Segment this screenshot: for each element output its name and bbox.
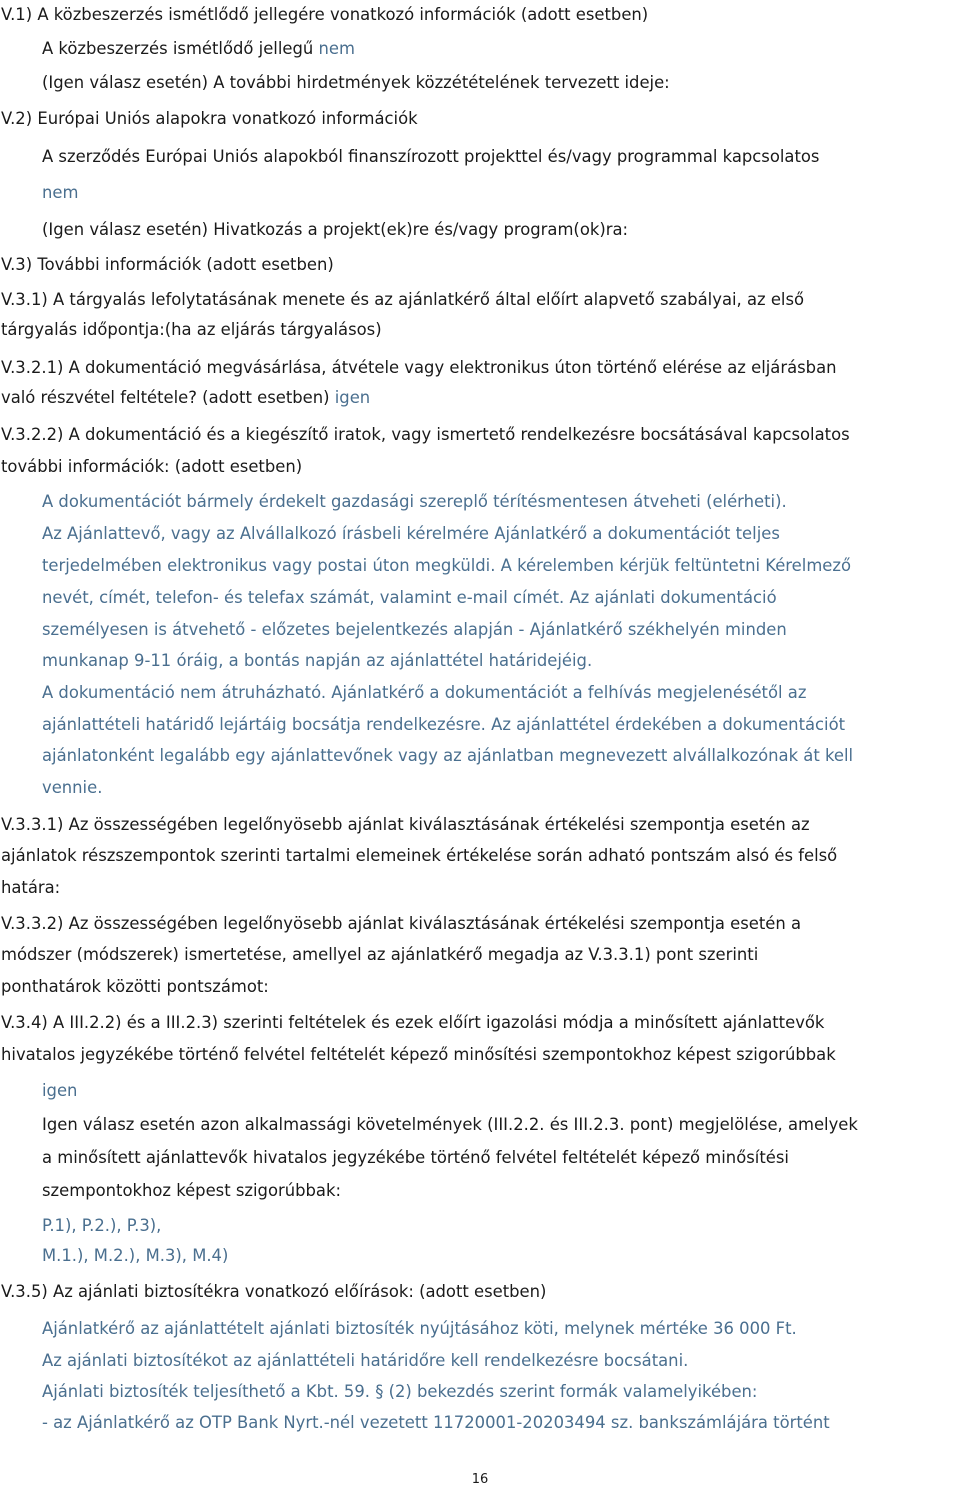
v3321-value: igen	[334, 388, 371, 407]
v3321-line-2	[1, 387, 370, 409]
v3332-line: ponthatárok közötti pontszámot:	[1, 977, 269, 996]
recurring-label: A közbeszerzés ismétlődő jellegű	[42, 39, 319, 58]
doc-info-line: ajánlatonként legalább egy ajánlattevőnek vagy az ajánlatban megnevezett alvállalkozónak át kell	[42, 746, 854, 765]
v3321-line-1: V.3.2.1) A dokumentáció megvásárlása, átvétele vagy elektronikus úton történő elérése az eljárásban	[1, 358, 837, 377]
section-v2-heading: V.2) Európai Uniós alapokra vonatkozó információk	[1, 109, 418, 128]
v335-line: Ajánlati biztosíték teljesíthető a Kbt. 59. § (2) bekezdés szerint formák valamelyikében:	[42, 1382, 758, 1401]
v334-detail-line: Igen válasz esetén azon alkalmassági követelmények (III.2.2. és III.2.3. pont) megjelölése, amelyek	[42, 1115, 858, 1134]
doc-info-line: terjedelmében elektronikus vagy postai úton megküldi. A kérelemben kérjük feltüntetni Kérelmező	[42, 556, 852, 575]
v335-heading: V.3.5) Az ajánlati biztosítékra vonatkozó előírások: (adott esetben)	[1, 1282, 547, 1301]
doc-info-line: A dokumentációt bármely érdekelt gazdasági szereplő térítésmentesen átveheti (elérheti).	[42, 492, 787, 511]
v334-detail-line: a minősített ajánlattevők hivatalos jegyzékébe történő felvétel feltételét képező minősítési	[42, 1148, 789, 1167]
v334-criteria-p: P.1), P.2.), P.3),	[42, 1216, 162, 1235]
recurring-field	[42, 38, 355, 60]
doc-info-line: személyesen is átvehető - előzetes bejelentkezés alapján - Ajánlatkérő székhelyén minden	[42, 620, 787, 639]
next-notice-label: (Igen válasz esetén) A további hirdetmények közzétételének tervezett ideje:	[42, 73, 670, 92]
v3331-line: határa:	[1, 878, 61, 897]
v335-line: Az ajánlati biztosítékot az ajánlattételi határidőre kell rendelkezésre bocsátani.	[42, 1351, 689, 1370]
project-ref-label: (Igen válasz esetén) Hivatkozás a projekt(ek)re és/vagy program(ok)ra:	[42, 220, 629, 239]
v3331-line: V.3.3.1) Az összességében legelőnyösebb ajánlat kiválasztásának értékelési szempontja esetén az	[1, 815, 810, 834]
v331-line-2: tárgyalás időpontja:(ha az eljárás tárgyalásos)	[1, 320, 382, 339]
v334-line: hivatalos jegyzékébe történő felvétel feltételét képező minősítési szempontokhoz képest szigorúbbak	[1, 1045, 836, 1064]
doc-info-line: munkanap 9-11 óráig, a bontás napján az ajánlattétel határidejéig.	[42, 651, 593, 670]
recurring-value: nem	[318, 39, 355, 58]
v3322-line-1: V.3.2.2) A dokumentáció és a kiegészítő iratok, vagy ismertető rendelkezésre bocsátásával kapcsolatos	[1, 425, 850, 444]
v3332-line: módszer (módszerek) ismertetése, amellyel az ajánlatkérő megadja az V.3.3.1) pont szerinti	[1, 945, 759, 964]
v3332-line: V.3.3.2) Az összességében legelőnyösebb ajánlat kiválasztásának értékelési szempontja esetén a	[1, 914, 802, 933]
v335-line: - az Ajánlatkérő az OTP Bank Nyrt.-nél vezetett 11720001-20203494 sz. bankszámlájára történt	[42, 1413, 830, 1432]
v331-line-1: V.3.1) A tárgyalás lefolytatásának menete és az ajánlatkérő által előírt alapvető szabályai, az első	[1, 290, 805, 309]
v334-line: V.3.4) A III.2.2) és a III.2.3) szerinti feltételek és ezek előírt igazolási módja a minősített ajánlattevők	[1, 1013, 825, 1032]
v3321-question: való részvétel feltétele? (adott esetben)	[1, 388, 335, 407]
eu-funded-label: A szerződés Európai Uniós alapokból finanszírozott projekttel és/vagy programmal kapcsolatos	[42, 147, 820, 166]
v3331-line: ajánlatok részszempontok szerinti tartalmi elemeinek értékelése során adható pontszám alsó és felső	[1, 846, 838, 865]
v3322-line-2: további információk: (adott esetben)	[1, 457, 303, 476]
section-v3-heading: V.3) További információk (adott esetben)	[1, 255, 334, 274]
doc-info-line: nevét, címét, telefon- és telefax számát, valamint e-mail címét. Az ajánlati dokumentáció	[42, 588, 777, 607]
doc-info-line: A dokumentáció nem átruházható. Ajánlatkérő a dokumentációt a felhívás megjelenésétől az	[42, 683, 807, 702]
section-v1-heading: V.1) A közbeszerzés ismétlődő jellegére vonatkozó információk (adott esetben)	[1, 5, 649, 24]
v334-criteria-m: M.1.), M.2.), M.3), M.4)	[42, 1246, 229, 1265]
eu-funded-value: nem	[42, 183, 79, 202]
doc-info-line: Az Ajánlattevő, vagy az Alvállalkozó írásbeli kérelmére Ajánlatkérő a dokumentációt teljes	[42, 524, 780, 543]
v334-value: igen	[42, 1081, 78, 1100]
doc-info-line: vennie.	[42, 778, 103, 797]
v335-line: Ajánlatkérő az ajánlattételt ajánlati biztosíték nyújtásához köti, melynek mértéke 36 000 Ft.	[42, 1319, 797, 1338]
v334-detail-line: szempontokhoz képest szigorúbbak:	[42, 1181, 341, 1200]
page-number: 16	[471, 1472, 489, 1487]
doc-info-line: ajánlattételi határidő lejártáig bocsátja rendelkezésre. Az ajánlattétel érdekében a dokumentációt	[42, 715, 846, 734]
